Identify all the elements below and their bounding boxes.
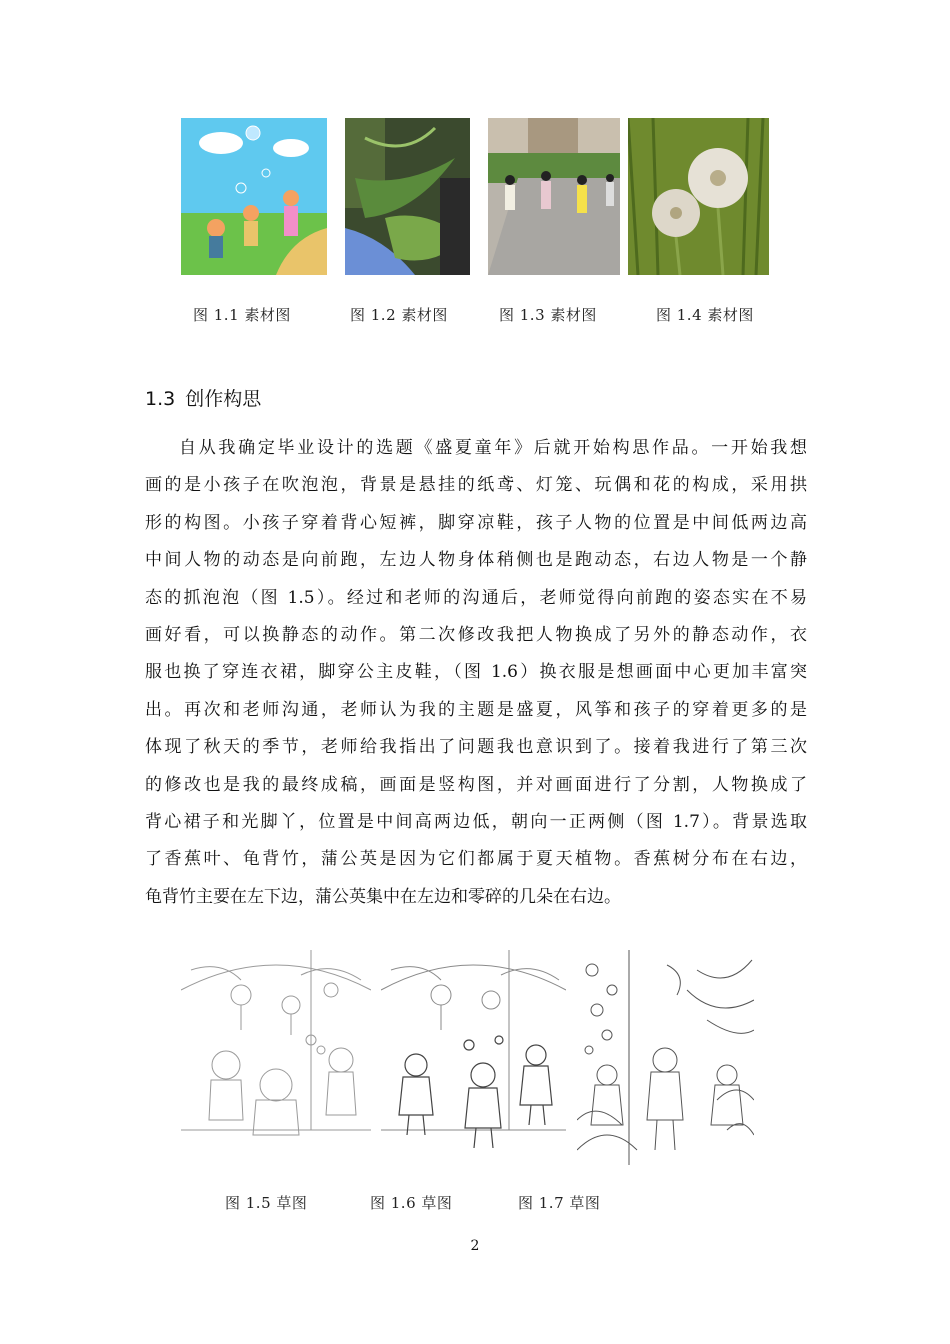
sketch-draft-3-image (577, 950, 754, 1165)
paragraph-line: 了香蕉叶、龟背竹，蒲公英是因为它们都属于夏天植物。香蕉树分布在右边， (145, 849, 807, 870)
paragraph-line: 态的抓泡泡（图 1.5）。经过和老师的沟通后，老师觉得向前跑的姿态实在不易 (145, 587, 807, 608)
paragraph-line: 服也换了穿连衣裙，脚穿公主皮鞋，（图 1.6）换衣服是想画面中心更加丰富突 (145, 662, 807, 683)
banana-leaves-photo (345, 118, 470, 275)
children-playing-photo (488, 118, 620, 275)
paragraph-line: 画的是小孩子在吹泡泡，背景是悬挂的纸鸢、灯笼、玩偶和花的构成，采用拱 (145, 475, 807, 496)
figure-caption-1-7: 图 1.7 草图 (518, 1194, 601, 1212)
section-title: 创作构思 (185, 388, 262, 410)
figure-caption-1-4: 图 1.4 素材图 (656, 306, 754, 324)
figure-caption-1-1: 图 1.1 素材图 (193, 306, 291, 324)
paragraph-line: 中间人物的动态是向前跑，左边人物身体稍侧也是跑动态，右边人物是一个静 (145, 550, 807, 571)
paragraph-line: 龟背竹主要在左下边，蒲公英集中在左边和零碎的几朵在右边。 (145, 886, 621, 907)
figure-caption-1-5: 图 1.5 草图 (225, 1194, 308, 1212)
paragraph-line: 背心裙子和光脚丫，位置是中间高两边低，朝向一正两侧（图 1.7）。背景选取 (145, 812, 807, 833)
paragraph-line: 出。再次和老师沟通，老师认为我的主题是盛夏，风筝和孩子的穿着更多的是 (145, 699, 807, 720)
paragraph-line: 自从我确定毕业设计的选题《盛夏童年》后就开始构思作品。一开始我想 (179, 438, 807, 458)
sketch-draft-2-image (381, 950, 566, 1165)
sketch-draft-1-image (181, 950, 371, 1165)
figure-caption-1-2: 图 1.2 素材图 (350, 306, 448, 324)
section-number: 1.3 (145, 388, 176, 410)
figure-caption-1-3: 图 1.3 素材图 (499, 306, 597, 324)
dandelion-photo (628, 118, 769, 275)
paragraph-line: 画好看，可以换静态的动作。第二次修改我把人物换成了另外的静态动作，衣 (145, 625, 807, 646)
figure-caption-1-6: 图 1.6 草图 (370, 1194, 453, 1212)
paragraph-line: 体现了秋天的季节，老师给我指出了问题我也意识到了。接着我进行了第三次 (145, 737, 807, 758)
paragraph-line: 形的构图。小孩子穿着背心短裤，脚穿凉鞋，孩子人物的位置是中间低两边高 (145, 512, 807, 533)
paragraph-line: 的修改也是我的最终成稿，画面是竖构图，并对画面进行了分割，人物换成了 (145, 774, 807, 795)
page-number: 2 (470, 1238, 480, 1254)
cartoon-children-bubbles-image (181, 118, 327, 275)
section-heading (145, 384, 261, 411)
body-paragraph (145, 430, 807, 916)
